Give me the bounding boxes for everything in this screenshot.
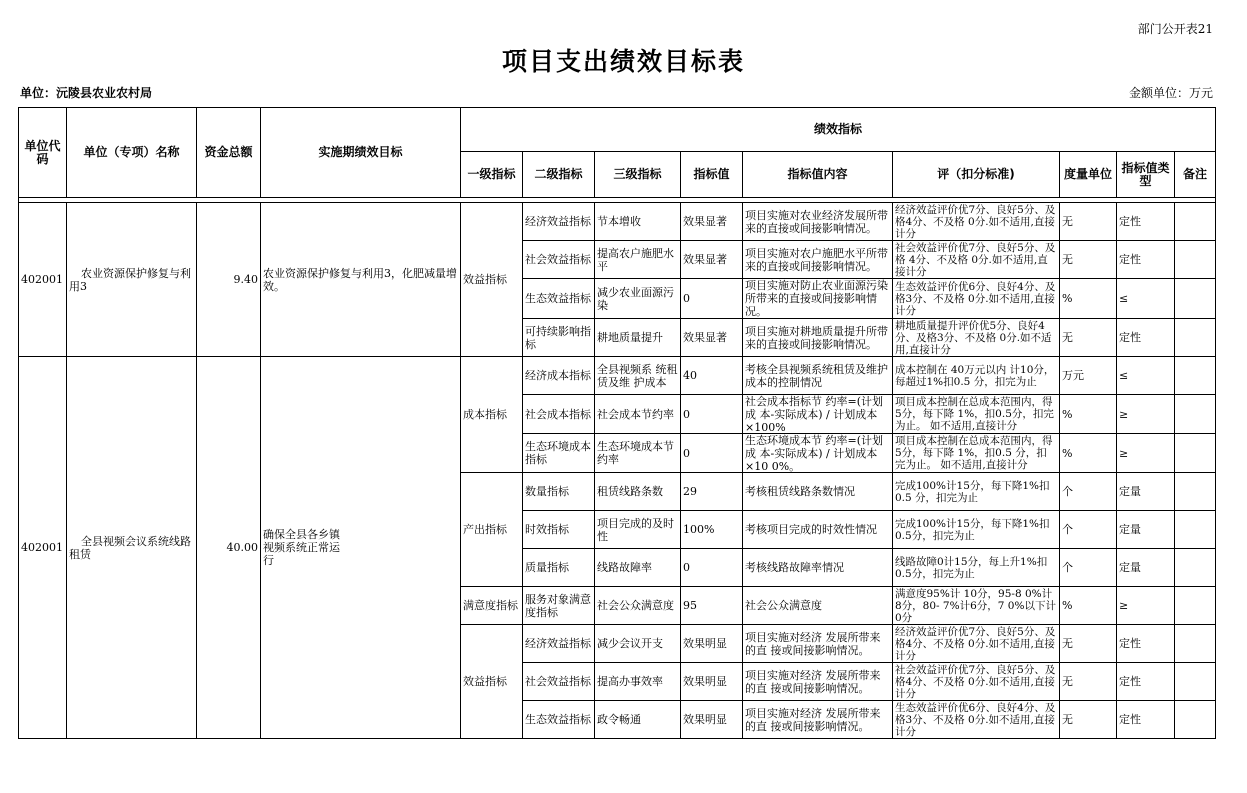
indicator-value: 29	[681, 473, 743, 511]
indicator-content: 项目实施对农户施肥水平所带来的直接或间接影响情况。	[743, 241, 893, 279]
indicator-content: 项目实施对经济 发展所带来的直 接或间接影响情况。	[743, 663, 893, 701]
scoring-criteria: 经济效益评价优7分、良好5分、及格4分、不及格 0分.如不适用,直接计分	[893, 625, 1060, 663]
header-name: 单位（专项）名称	[67, 108, 197, 198]
project-name: 农业资源保护修复与利用3	[67, 203, 197, 357]
value-type: 定性	[1117, 203, 1175, 241]
performance-table	[18, 107, 1216, 739]
remark	[1175, 473, 1216, 511]
remark	[1175, 549, 1216, 587]
project-code: 402001	[19, 203, 67, 357]
unit-label: 单位：沅陵县农业农村局	[20, 86, 153, 100]
level2-indicator: 质量指标	[523, 549, 595, 587]
indicator-value: 40	[681, 357, 743, 395]
level3-indicator: 项目完成的及时性	[595, 511, 681, 549]
table-row	[19, 203, 1216, 241]
scoring-criteria: 生态效益评价优6分、良好4分、及格3分、不及格 0分.如不适用,直接计分	[893, 279, 1060, 319]
measure-unit: 无	[1060, 241, 1117, 279]
level1-indicator: 效益指标	[461, 625, 523, 739]
indicator-content: 生态环境成本节 约率=(计划成 本-实际成本) / 计划成本×10 0%。	[743, 434, 893, 473]
remark	[1175, 319, 1216, 357]
indicator-value: 0	[681, 395, 743, 434]
header-type: 指标值类型	[1117, 152, 1175, 198]
header-unit: 度量单位	[1060, 152, 1117, 198]
scoring-criteria: 线路故障0计15分，每上升1%扣0.5分，扣完为止	[893, 549, 1060, 587]
scoring-criteria: 满意度95%计 10分，95-8 0%计8分，80- 7%计6分，7 0%以下计0分	[893, 587, 1060, 625]
scoring-criteria: 项目成本控制在总成本范围内，得5分，每下降 1%，扣0.5 分，扣完为止。 如不适用,直接计分	[893, 434, 1060, 473]
value-type: 定量	[1117, 473, 1175, 511]
level2-indicator: 服务对象满意度指标	[523, 587, 595, 625]
indicator-value: 0	[681, 549, 743, 587]
header-criteria: 评（扣分标准)	[893, 152, 1060, 198]
indicator-value: 效果显著	[681, 203, 743, 241]
indicator-content: 考核租赁线路条数情况	[743, 473, 893, 511]
indicator-content: 社会成本指标节 约率=(计划成 本-实际成本) / 计划成本×100%	[743, 395, 893, 434]
level3-indicator: 耕地质量提升	[595, 319, 681, 357]
level3-indicator: 社会成本节约率	[595, 395, 681, 434]
project-code: 402001	[19, 357, 67, 739]
remark	[1175, 701, 1216, 739]
indicator-content: 项目实施对经济 发展所带来的直 接或间接影响情况。	[743, 701, 893, 739]
scoring-criteria: 项目成本控制在总成本范围内，得5分，每下降 1%，扣0.5分，扣完为止。 如不适用,直接计分	[893, 395, 1060, 434]
level2-indicator: 生态效益指标	[523, 701, 595, 739]
indicator-content: 考核线路故障率情况	[743, 549, 893, 587]
level3-indicator: 租赁线路条数	[595, 473, 681, 511]
indicator-content: 考核项目完成的时效性情况	[743, 511, 893, 549]
remark	[1175, 587, 1216, 625]
measure-unit: 个	[1060, 511, 1117, 549]
project-goal: 农业资源保护修复与利用3，化肥减量增效。	[261, 203, 461, 357]
indicator-value: 0	[681, 279, 743, 319]
indicator-content: 项目实施对经济 发展所带来的直 接或间接影响情况。	[743, 625, 893, 663]
scoring-criteria: 社会效益评价优7分、良好5分、及格4分、不及格 0分.如不适用,直接计分	[893, 663, 1060, 701]
remark	[1175, 625, 1216, 663]
level2-indicator: 经济效益指标	[523, 203, 595, 241]
remark	[1175, 434, 1216, 473]
level2-indicator: 生态环境成本指标	[523, 434, 595, 473]
measure-unit: %	[1060, 434, 1117, 473]
indicator-content: 社会公众满意度	[743, 587, 893, 625]
value-type: ≥	[1117, 587, 1175, 625]
indicator-content: 项目实施对农业经济发展所带来的直接或间接影响情况。	[743, 203, 893, 241]
measure-unit: 无	[1060, 701, 1117, 739]
measure-unit: 个	[1060, 473, 1117, 511]
project-total: 9.40	[197, 203, 261, 357]
scoring-criteria: 完成100%计15分，每下降1%扣0.5分，扣完为止	[893, 511, 1060, 549]
header-level3: 三级指标	[595, 152, 681, 198]
value-type: 定性	[1117, 701, 1175, 739]
header-remark: 备注	[1175, 152, 1216, 198]
remark	[1175, 279, 1216, 319]
level3-indicator: 全县视频系 统租赁及维 护成本	[595, 357, 681, 395]
header-level2: 二级指标	[523, 152, 595, 198]
header-goal: 实施期绩效目标	[261, 108, 461, 198]
level3-indicator: 提高农户施肥水平	[595, 241, 681, 279]
indicator-value: 100%	[681, 511, 743, 549]
indicator-content: 考核全县视频系统租赁及维护成本的控制情况	[743, 357, 893, 395]
level3-indicator: 提高办事效率	[595, 663, 681, 701]
value-type: 定性	[1117, 241, 1175, 279]
measure-unit: 无	[1060, 625, 1117, 663]
header-level1: 一级指标	[461, 152, 523, 198]
level1-indicator: 满意度指标	[461, 587, 523, 625]
scoring-criteria: 成本控制在 40万元以内 计10分，每超过1%扣0.5 分，扣完为止	[893, 357, 1060, 395]
indicator-content: 项目实施对耕地质量提升所带来的直接或间接影响情况。	[743, 319, 893, 357]
remark	[1175, 511, 1216, 549]
remark	[1175, 357, 1216, 395]
value-type: 定性	[1117, 663, 1175, 701]
level1-indicator: 成本指标	[461, 357, 523, 473]
level3-indicator: 线路故障率	[595, 549, 681, 587]
scoring-criteria: 社会效益评价优7分、良好5分、及格 4分、不及格 0分.如不适用,直接计分	[893, 241, 1060, 279]
indicator-value: 效果明显	[681, 663, 743, 701]
level2-indicator: 社会成本指标	[523, 395, 595, 434]
value-type: 定量	[1117, 549, 1175, 587]
header-indicators: 绩效指标	[461, 108, 1216, 152]
measure-unit: %	[1060, 279, 1117, 319]
scoring-criteria: 生态效益评价优6分、良好4分、及格3分、不及格 0分.如不适用,直接计分	[893, 701, 1060, 739]
level3-indicator: 减少农业面源污染	[595, 279, 681, 319]
measure-unit: 无	[1060, 203, 1117, 241]
level3-indicator: 社会公众满意度	[595, 587, 681, 625]
measure-unit: 个	[1060, 549, 1117, 587]
table-row	[19, 357, 1216, 395]
value-type: ≥	[1117, 434, 1175, 473]
remark	[1175, 395, 1216, 434]
level3-indicator: 生态环境成本节约率	[595, 434, 681, 473]
indicator-value: 效果明显	[681, 701, 743, 739]
indicator-content: 项目实施对防止农业面源污染所带来的直接或间接影响情况。	[743, 279, 893, 319]
value-type: 定量	[1117, 511, 1175, 549]
level2-indicator: 社会效益指标	[523, 241, 595, 279]
value-type: ≤	[1117, 357, 1175, 395]
value-type: 定性	[1117, 319, 1175, 357]
indicator-value: 效果显著	[681, 241, 743, 279]
header-value: 指标值	[681, 152, 743, 198]
level3-indicator: 减少会议开支	[595, 625, 681, 663]
remark	[1175, 663, 1216, 701]
project-goal: 确保全县各乡镇视频系统正常运行	[261, 357, 461, 739]
header-content: 指标值内容	[743, 152, 893, 198]
remark	[1175, 203, 1216, 241]
scoring-criteria: 耕地质量提升评价优5分、良好4分、及格3分、不及格 0分.如不适用,直接计分	[893, 319, 1060, 357]
level2-indicator: 时效指标	[523, 511, 595, 549]
table-number-label: 部门公开表21	[1137, 22, 1213, 36]
measure-unit: %	[1060, 587, 1117, 625]
level1-indicator: 产出指标	[461, 473, 523, 587]
measure-unit: 无	[1060, 319, 1117, 357]
measure-unit: 万元	[1060, 357, 1117, 395]
level2-indicator: 数量指标	[523, 473, 595, 511]
header-code: 单位代码	[19, 108, 67, 198]
indicator-value: 效果明显	[681, 625, 743, 663]
level2-indicator: 经济成本指标	[523, 357, 595, 395]
scoring-criteria: 完成100%计15分，每下降1%扣0.5 分，扣完为止	[893, 473, 1060, 511]
header-total: 资金总额	[197, 108, 261, 198]
value-type: 定性	[1117, 625, 1175, 663]
level2-indicator: 经济效益指标	[523, 625, 595, 663]
amount-unit-label: 金额单位：万元	[1128, 86, 1213, 100]
level3-indicator: 节本增收	[595, 203, 681, 241]
level2-indicator: 可持续影响指标	[523, 319, 595, 357]
project-name: 全县视频会议系统线路租赁	[67, 357, 197, 739]
indicator-value: 0	[681, 434, 743, 473]
value-type: ≤	[1117, 279, 1175, 319]
indicator-value: 95	[681, 587, 743, 625]
measure-unit: 无	[1060, 663, 1117, 701]
value-type: ≥	[1117, 395, 1175, 434]
level3-indicator: 政令畅通	[595, 701, 681, 739]
page-title: 项目支出绩效目标表	[501, 47, 745, 76]
indicator-value: 效果显著	[681, 319, 743, 357]
measure-unit: %	[1060, 395, 1117, 434]
project-total: 40.00	[197, 357, 261, 739]
level1-indicator: 效益指标	[461, 203, 523, 357]
remark	[1175, 241, 1216, 279]
level2-indicator: 生态效益指标	[523, 279, 595, 319]
level2-indicator: 社会效益指标	[523, 663, 595, 701]
scoring-criteria: 经济效益评价优7分、良好5分、及格4分、不及格 0分.如不适用,直接计分	[893, 203, 1060, 241]
